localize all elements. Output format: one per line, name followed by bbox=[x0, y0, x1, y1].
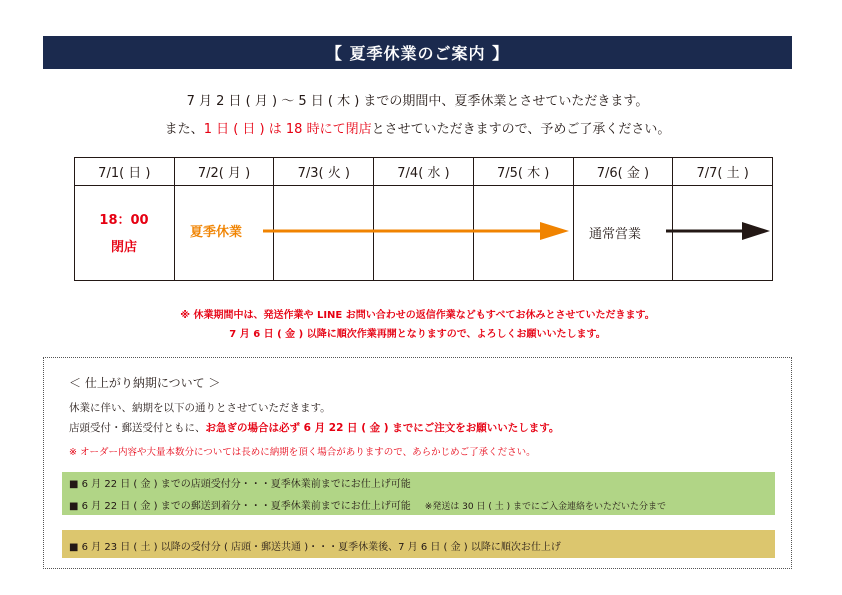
day-cell bbox=[473, 186, 573, 281]
schedule-table bbox=[74, 157, 773, 281]
day-header: 7/1( 日 ) bbox=[75, 158, 175, 186]
delivery-line-2 bbox=[69, 420, 559, 435]
intro-line-2-prefix: また、 bbox=[164, 122, 204, 137]
early-mail-order-text: ■ 6 月 22 日 ( 金 ) までの郵送到着分・・・夏季休業前までにお仕上げ可能 bbox=[69, 501, 411, 512]
page-title-banner bbox=[43, 36, 792, 69]
holiday-note-2: 7 月 6 日 ( 金 ) 以降に順次作業再開となりますので、よろしくお願いいたします。 bbox=[229, 329, 606, 340]
normal-business-label: 通常営業 bbox=[589, 227, 642, 242]
early-store-order-line: ■ 6 月 22 日 ( 金 ) までの店頭受付分・・・夏季休業前までにお仕上げ可能 bbox=[69, 479, 411, 490]
delivery-note: ※ オーダー内容や大量本数分については長めに納期を頂く場合がありますので、あらかじめご了承ください。 bbox=[69, 447, 536, 458]
page-title: 【 夏季休業のご案内 】 bbox=[325, 44, 510, 63]
intro-line-2 bbox=[43, 118, 792, 137]
day-cell bbox=[374, 186, 474, 281]
closing-time: 18：00 bbox=[99, 213, 149, 228]
intro-line-1: 7 月 2 日 ( 月 ) 〜 5 日 ( 木 ) までの期間中、夏季休業とさせていただきます。 bbox=[186, 94, 649, 109]
delivery-section-title: ＜ 仕上がり納期について ＞ bbox=[69, 376, 221, 390]
delivery-line-2-prefix: 店頭受付・郵送受付ともに、 bbox=[69, 422, 206, 434]
closing-label: 閉店 bbox=[110, 240, 137, 255]
intro-line-2-highlight: 1 日 ( 日 ) は 18 時にて閉店 bbox=[203, 122, 372, 137]
holiday-note-1: ※ 休業期間中は、発送作業や LINE お問い合わせの返信作業などもすべてお休みとさせていただきます。 bbox=[180, 310, 655, 321]
early-mail-order-line bbox=[69, 497, 666, 512]
day-cell bbox=[673, 186, 773, 281]
late-order-line: ■ 6 月 23 日 ( 土 ) 以降の受付分 ( 店頭・郵送共通 )・・・夏季休業後、7 月 6 日 ( 金 ) 以降に順次お仕上げ bbox=[69, 542, 561, 553]
delivery-line-1: 休業に伴い、納期を以下の通りとさせていただきます。 bbox=[69, 402, 331, 414]
day-header: 7/2( 月 ) bbox=[174, 158, 274, 186]
day-header: 7/6( 金 ) bbox=[573, 158, 673, 186]
delivery-line-2-highlight: お急ぎの場合は必ず 6 月 22 日 ( 金 ) までにご注文をお願いいたします。 bbox=[205, 422, 560, 434]
day-header: 7/4( 水 ) bbox=[374, 158, 474, 186]
day-header: 7/5( 木 ) bbox=[473, 158, 573, 186]
intro-line-2-suffix: とさせていただきますので、予めご了承ください。 bbox=[371, 122, 671, 137]
summer-holiday-label: 夏季休業 bbox=[190, 225, 243, 240]
day-header: 7/3( 火 ) bbox=[274, 158, 374, 186]
schedule-header-row bbox=[75, 158, 773, 186]
day-cell bbox=[75, 186, 175, 281]
schedule-body-row bbox=[75, 186, 773, 281]
shipping-note: ※発送は 30 日 ( 土 ) までにご入金連絡をいただいた分まで bbox=[424, 502, 666, 512]
day-header: 7/7( 土 ) bbox=[673, 158, 773, 186]
day-cell bbox=[274, 186, 374, 281]
